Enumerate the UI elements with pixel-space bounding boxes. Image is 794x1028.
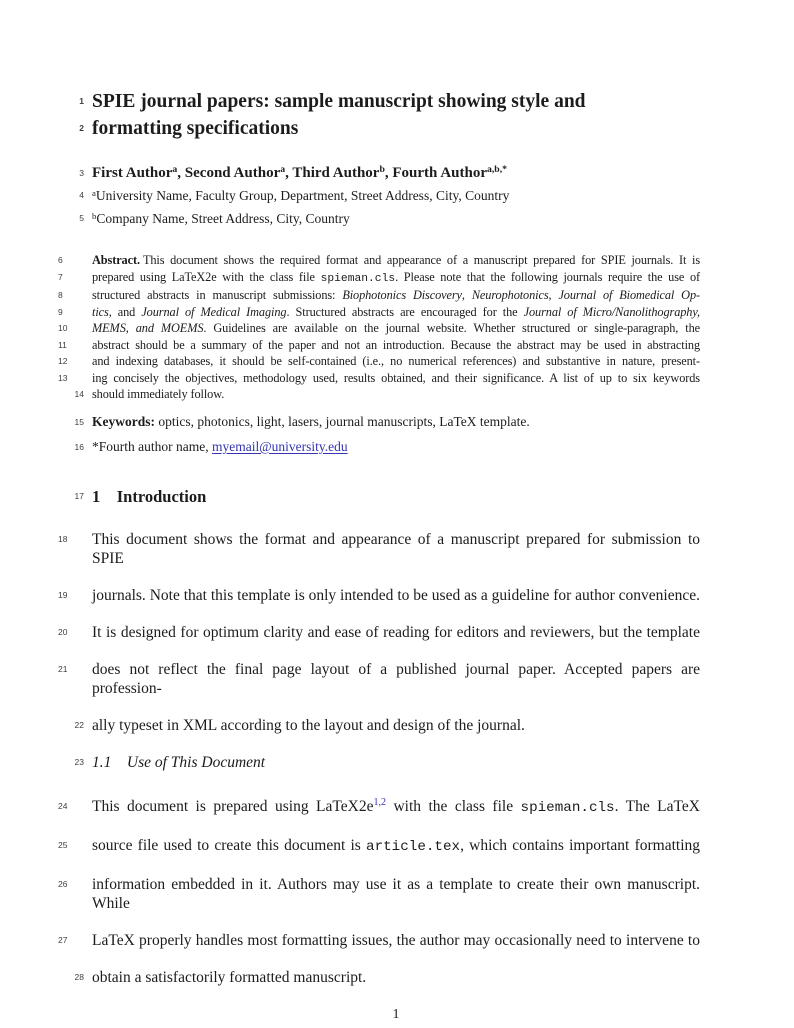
text-segment: , [548, 288, 559, 302]
text-segment: a [92, 187, 96, 198]
body-line [58, 623, 700, 642]
line-number: 15 [74, 416, 84, 427]
text-segment: abstract should be a summary of the paper and not an introduction. Because the abstract may be used in abstracting [92, 337, 700, 352]
abstract-line [58, 353, 700, 370]
text-segment: . Please note that the following journals require the use of [395, 269, 701, 284]
line-number: 11 [58, 339, 67, 350]
text-segment: journals. Note that this template is only intended to be used as a guideline for author convenience. [92, 586, 700, 604]
line-number: 8 [58, 290, 63, 300]
document-lines [58, 88, 701, 987]
text-segment: structured abstracts in manuscript submissions: [92, 288, 343, 302]
line-number: 10 [58, 323, 68, 333]
paper-title-line-2 [79, 115, 700, 142]
text-segment: This document shows the required format and appearance of a manuscript prepared for SPIE journals. It is [142, 253, 700, 267]
text-segment: b [379, 164, 385, 176]
abstract-line [58, 304, 700, 321]
line-number: 9 [58, 306, 63, 317]
text-segment: Abstract. [92, 253, 140, 267]
text-segment: ing concisely the objectives, methodology used, results obtained, and their significance. A list of up to six keywords [92, 370, 700, 385]
abstract-line [58, 269, 701, 288]
subsection-heading-use-of-this-document [74, 753, 700, 772]
text-segment: This document shows the format and appearance of a manuscript prepared for submission to SPIE [92, 530, 700, 567]
body-line [58, 660, 700, 698]
text-segment: spieman.cls [320, 272, 396, 285]
text-segment: Fourth Author [392, 165, 487, 181]
abstract-line [58, 287, 700, 304]
text-segment: Journal of Biomedical Op- [558, 288, 700, 302]
affiliation-university [79, 185, 700, 208]
text-column [58, 88, 701, 1024]
abstract-line [58, 252, 700, 269]
text-segment: University Name, Faculty Group, Department, Street Address, City, Country [95, 188, 510, 203]
body-line [58, 530, 700, 568]
text-segment: 1 Introduction [92, 486, 207, 506]
body-line [74, 968, 700, 987]
abstract-line [58, 320, 701, 337]
text-segment: tics [92, 304, 109, 319]
line-number: 6 [58, 255, 63, 265]
text-segment: , which contains important formatting [460, 836, 700, 854]
line-number: 2 [79, 123, 84, 133]
text-segment: . Structured abstracts are encouraged for the [286, 304, 524, 319]
line-number: 27 [58, 934, 68, 945]
section-heading-introduction [74, 486, 700, 507]
text-segment: , [285, 165, 293, 181]
text-segment: , and [108, 304, 142, 319]
text-segment: with the class file [386, 797, 521, 815]
text-segment: LaTeX properly handles most formatting issues, the author may occasionally need to intervene to [92, 931, 700, 949]
text-segment: a [280, 164, 286, 176]
body-line [58, 931, 700, 950]
text-segment: Second Author [184, 165, 281, 181]
text-segment: 1.1 Use of This Document [92, 753, 266, 771]
body-line [58, 875, 700, 913]
line-number: 20 [58, 626, 68, 637]
line-number: 25 [58, 839, 68, 850]
keywords-line [74, 412, 700, 432]
line-number: 12 [58, 356, 68, 366]
text-segment: Biophotonics Discovery [342, 288, 462, 302]
text-segment: ally typeset in XML according to the layout and design of the journal. [92, 716, 525, 734]
text-segment: Neurophotonics [471, 288, 549, 302]
text-segment: a,b,* [486, 164, 508, 176]
email-link[interactable]: myemail@university.edu [211, 438, 348, 454]
line-number: 24 [58, 800, 68, 811]
line-number: 18 [58, 533, 68, 544]
text-segment: source file used to create this document is [92, 836, 367, 854]
text-segment: optics, photonics, light, lasers, journal manuscripts, LaTeX template. [155, 413, 530, 429]
text-segment: SPIE journal papers: sample manuscript showing style and [92, 91, 586, 112]
text-segment: , [384, 165, 393, 181]
line-number: 7 [58, 271, 63, 282]
text-segment: should immediately follow. [92, 387, 225, 401]
affiliation-company [79, 208, 700, 231]
corresponding-author-note [74, 437, 700, 457]
text-segment: formatting specifications [92, 118, 299, 139]
text-segment: *Fourth author name, [92, 438, 212, 454]
paper-title-line-1 [79, 88, 700, 115]
line-number: 14 [74, 389, 84, 399]
abstract-line [74, 386, 700, 403]
text-segment: Keywords: [92, 413, 155, 429]
abstract-line [58, 370, 700, 387]
text-segment: spieman.cls [520, 799, 615, 816]
text-segment: It is designed for optimum clarity and ease of reading for editors and reviewers, but the template [92, 623, 700, 641]
text-segment: . The LaTeX [614, 797, 700, 815]
line-number: 23 [74, 756, 84, 767]
line-number: 17 [74, 490, 84, 501]
line-number: 22 [74, 719, 84, 730]
line-number: 28 [74, 971, 84, 982]
line-number: 13 [58, 372, 68, 383]
line-number: 5 [79, 213, 84, 223]
text-segment: obtain a satisfactorily formatted manuscript. [92, 968, 367, 986]
body-line [58, 797, 700, 818]
body-line [58, 586, 700, 605]
text-segment: , [461, 288, 472, 302]
line-number: 4 [79, 190, 84, 200]
text-segment: First Author [92, 165, 173, 181]
line-number: 21 [58, 663, 68, 674]
text-segment: article.tex [366, 838, 461, 855]
line-number: 3 [79, 168, 84, 178]
line-number: 1 [79, 96, 84, 106]
body-line [58, 836, 700, 857]
text-segment: , [177, 165, 185, 181]
page-number: 1 [392, 1006, 400, 1022]
text-segment: . Guidelines are available on the journal website. Whether structured or single-paragraph, the [203, 321, 701, 335]
abstract-line [58, 337, 700, 354]
authors-line [79, 163, 700, 185]
line-number: 16 [74, 441, 84, 452]
text-segment: This document is prepared using LaTeX2e [92, 797, 374, 815]
text-segment: Journal of Micro/Nanolithography, [523, 304, 700, 319]
text-segment: a [172, 164, 178, 176]
text-segment: prepared using LaTeX2e with the class file [92, 269, 321, 284]
text-segment: does not reflect the final page layout of a published journal paper. Accepted papers are profession- [92, 660, 700, 697]
line-number: 19 [58, 589, 68, 600]
text-segment: Journal of Medical Imaging [141, 304, 287, 319]
text-segment: MEMS, and MOEMS [92, 321, 204, 335]
text-segment: information embedded in it. Authors may use it as a template to create their own manuscript. While [92, 875, 700, 912]
citation-link[interactable]: 1,2 [373, 797, 387, 809]
text-segment: Third Author [292, 165, 380, 181]
line-number: 26 [58, 878, 68, 889]
body-line [74, 716, 700, 735]
text-segment: and indexing databases, it should be self-contained (i.e., no numerical references) and substantive in nature, present- [92, 354, 700, 368]
text-segment: Company Name, Street Address, City, Country [96, 211, 350, 226]
text-segment: b [92, 210, 97, 221]
